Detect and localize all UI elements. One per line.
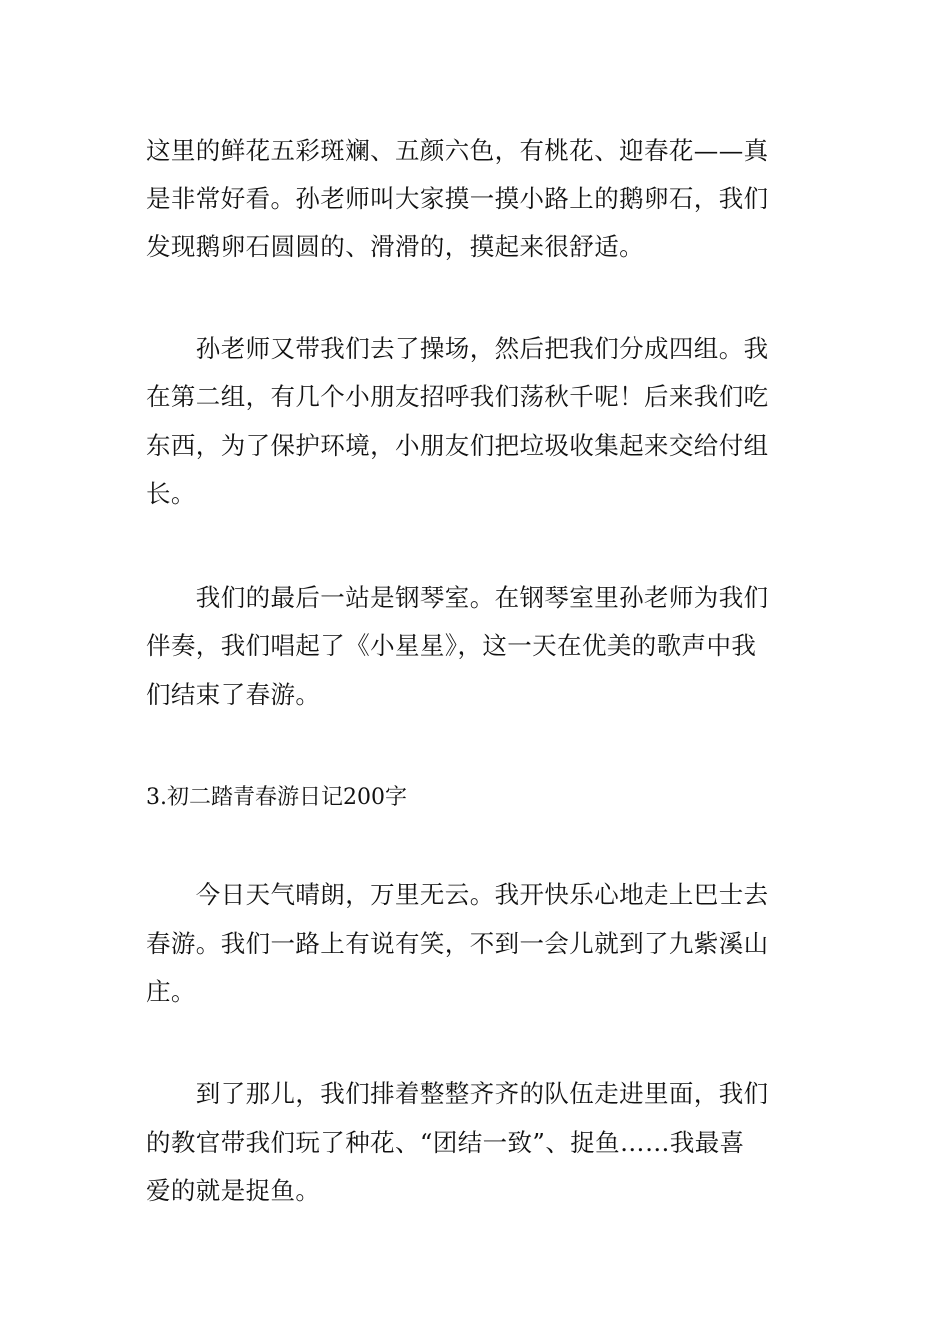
text-line: 这里的鲜花五彩斑斓、五颜六色，有桃花、迎春花——真 bbox=[146, 136, 769, 165]
text-line: 我们的最后一站是钢琴室。在钢琴室里孙老师为我们 bbox=[146, 583, 769, 612]
text-line: 东西，为了保护环境，小朋友们把垃圾收集起来交给付组 bbox=[146, 431, 769, 460]
section-heading: 3.初二踏青春游日记200字 bbox=[146, 785, 407, 810]
text-line: 春游。我们一路上有说有笑，不到一会儿就到了九紫溪山 bbox=[146, 929, 769, 958]
text-line: 庄。 bbox=[146, 977, 196, 1006]
text-line: 到了那儿，我们排着整整齐齐的队伍走进里面，我们 bbox=[146, 1079, 769, 1108]
text-line: 们结束了春游。 bbox=[146, 680, 321, 709]
text-line: 今日天气晴朗，万里无云。我开快乐心地走上巴士去 bbox=[146, 880, 769, 909]
text-line: 长。 bbox=[146, 479, 196, 508]
text-line: 的教官带我们玩了种花、“团结一致”、捉鱼……我最喜 bbox=[146, 1128, 745, 1157]
text-line: 在第二组，有几个小朋友招呼我们荡秋千呢！后来我们吃 bbox=[146, 382, 769, 411]
text-line: 是非常好看。孙老师叫大家摸一摸小路上的鹅卵石，我们 bbox=[146, 184, 769, 213]
text-line: 伴奏，我们唱起了《小星星》，这一天在优美的歌声中我 bbox=[146, 631, 757, 660]
text-line: 发现鹅卵石圆圆的、滑滑的，摸起来很舒适。 bbox=[146, 232, 644, 261]
text-line: 孙老师又带我们去了操场，然后把我们分成四组。我 bbox=[146, 334, 769, 363]
text-line: 爱的就是捉鱼。 bbox=[146, 1176, 321, 1205]
